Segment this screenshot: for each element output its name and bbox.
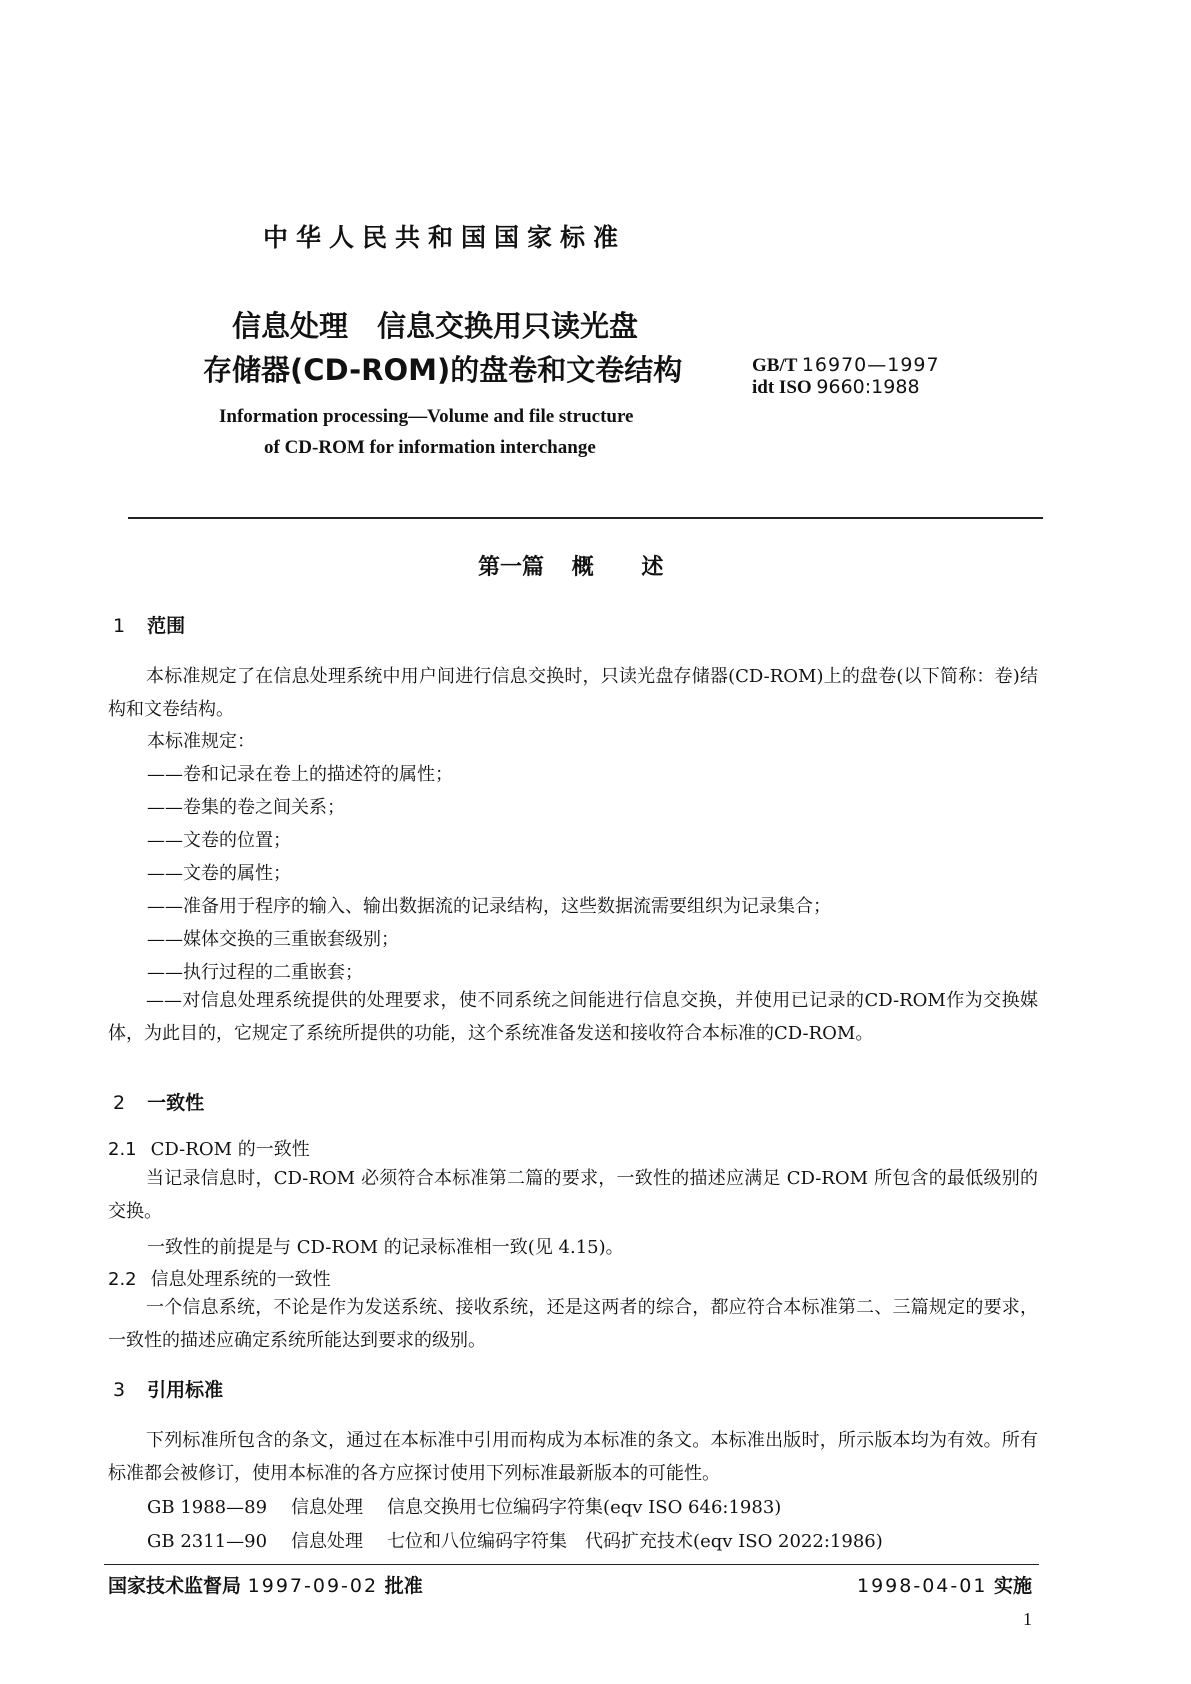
subsection-2-2-number: 2.2 bbox=[108, 1269, 137, 1290]
approval-info bbox=[108, 1571, 423, 1598]
national-standard-heading: 中华人民共和国国家标准 bbox=[263, 223, 627, 252]
section-3-paragraph: 下列标准所包含的条文，通过在本标准中引用而构成为本标准的条文。本标准出版时，所示版本均为有效。所有标准都会被修订，使用本标准的各方应探讨使用下列标准最新版本的可能性。 bbox=[108, 1430, 1038, 1484]
subsection-2-1-note: 一致性的前提是与 CD-ROM 的记录标准相一致(见 4.15)。 bbox=[147, 1237, 624, 1258]
section-3-number: 3 bbox=[113, 1379, 126, 1401]
section-1-item: ——准备用于程序的输入、输出数据流的记录结构，这些数据流需要组织为记录集合； bbox=[147, 896, 831, 917]
reference-code: GB 2311—90 bbox=[147, 1531, 268, 1552]
part-number: 第一篇 bbox=[478, 555, 545, 580]
section-1-item: ——卷和记录在卷上的描述符的属性； bbox=[147, 764, 453, 785]
section-3-title: 引用标准 bbox=[147, 1379, 224, 1401]
section-2-title: 一致性 bbox=[147, 1092, 205, 1114]
reference-item bbox=[147, 1527, 907, 1553]
section-1-item: ——执行过程的二重嵌套； bbox=[147, 962, 363, 983]
reference-category: 信息处理 bbox=[291, 1497, 364, 1518]
subsection-2-2-heading bbox=[108, 1265, 331, 1291]
section-1-number: 1 bbox=[113, 615, 126, 637]
section-2-heading bbox=[113, 1088, 204, 1115]
reference-item bbox=[147, 1493, 805, 1519]
title-zh-line2: 存储器(CD-ROM)的盘卷和文卷结构 bbox=[203, 353, 683, 387]
section-2-number: 2 bbox=[113, 1092, 126, 1114]
standard-number bbox=[752, 354, 940, 377]
subsection-2-1-number: 2.1 bbox=[108, 1139, 137, 1160]
idt-standard-number bbox=[752, 376, 920, 399]
section-1-heading bbox=[113, 611, 185, 638]
section-1-intro: 本标准规定： bbox=[147, 731, 255, 752]
effective-label: 实施 bbox=[994, 1575, 1033, 1597]
effective-info bbox=[857, 1571, 1032, 1598]
reference-code: GB 1988—89 bbox=[147, 1497, 268, 1518]
title-en-line2: of CD-ROM for information interchange bbox=[264, 437, 596, 458]
page-number: 1 bbox=[1023, 1609, 1032, 1629]
section-1-item: ——文卷的位置； bbox=[147, 830, 291, 851]
header-divider bbox=[128, 517, 1043, 519]
section-3-heading bbox=[113, 1375, 223, 1402]
part-word-1: 概 bbox=[571, 555, 594, 580]
section-1-paragraph: 本标准规定了在信息处理系统中用户间进行信息交换时，只读光盘存储器(CD-ROM)上的盘卷(以下简称：卷)结构和文卷结构。 bbox=[108, 666, 1038, 720]
subsection-2-2-title: 信息处理系统的一致性 bbox=[150, 1269, 331, 1290]
reference-title: 信息交换用七位编码字符集(eqv ISO 646:1983) bbox=[387, 1497, 782, 1518]
standard-code: 16970—1997 bbox=[801, 354, 940, 376]
subsection-2-1-heading bbox=[108, 1135, 310, 1161]
section-1-last-item: ——对信息处理系统提供的处理要求，使不同系统之间能进行信息交换，并使用已记录的CD-ROM作为交换媒体，为此目的，它规定了系统所提供的功能，这个系统准备发送和接收符合本标准的CD-ROM。 bbox=[108, 990, 1038, 1044]
approval-date: 1997-09-02 bbox=[247, 1575, 379, 1597]
subsection-2-1-paragraph: 当记录信息时，CD-ROM 必须符合本标准第二篇的要求，一致性的描述应满足 CD-ROM 所包含的最低级别的交换。 bbox=[108, 1168, 1038, 1222]
approval-label: 批准 bbox=[384, 1575, 423, 1597]
section-1-item: ——媒体交换的三重嵌套级别； bbox=[147, 929, 399, 950]
subsection-2-2-paragraph: 一个信息系统，不论是作为发送系统、接收系统，还是这两者的综合，都应符合本标准第二、三篇规定的要求，一致性的描述应确定系统所能达到要求的级别。 bbox=[108, 1297, 1038, 1351]
section-1-item: ——卷集的卷之间关系； bbox=[147, 797, 345, 818]
section-1-item: ——文卷的属性； bbox=[147, 863, 291, 884]
effective-date: 1998-04-01 bbox=[857, 1575, 988, 1597]
section-1-title: 范围 bbox=[147, 615, 186, 637]
subsection-2-1-title: CD-ROM 的一致性 bbox=[150, 1139, 310, 1160]
approval-org: 国家技术监督局 bbox=[108, 1575, 242, 1597]
title-zh-line1: 信息处理 信息交换用只读光盘 bbox=[232, 309, 639, 343]
reference-title: 七位和八位编码字符集 代码扩充技术(eqv ISO 2022:1986) bbox=[387, 1531, 883, 1552]
idt-prefix: idt ISO bbox=[752, 377, 812, 398]
reference-category: 信息处理 bbox=[291, 1531, 364, 1552]
idt-code: 9660:1988 bbox=[816, 376, 920, 398]
standard-prefix: GB/T bbox=[752, 355, 798, 376]
part-title bbox=[478, 550, 663, 581]
title-en-line1: Information processing—Volume and file structure bbox=[219, 406, 634, 427]
part-word-2: 述 bbox=[641, 555, 664, 580]
footer-divider bbox=[104, 1564, 1039, 1565]
